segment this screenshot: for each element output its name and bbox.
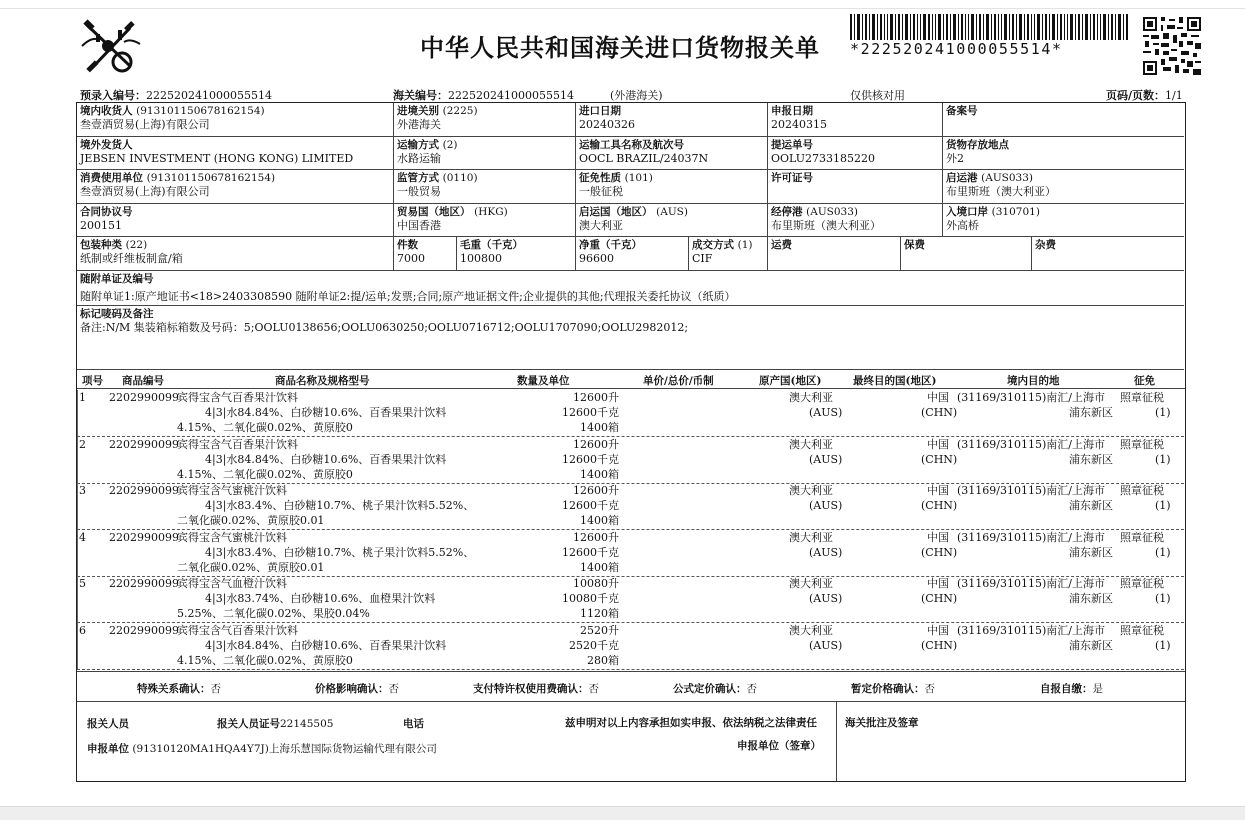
barcode-icon [850,14,1128,40]
storage-cell: 货物存放地点 外2 [943,137,1184,170]
confirm-divider [77,671,1185,672]
quantity-unit: 1400箱 [580,514,619,527]
confirm-formula-price: 公式定价确认：否 [673,683,757,695]
barcode-text: *222520241000055514* [850,40,1063,58]
col-quantity: 数量及单位 [517,375,570,387]
goods-name: 宾得宝含气百香果汁饮料 [177,391,298,404]
row-left-rule [77,483,78,529]
misc-fee-cell: 杂费 [1032,237,1184,271]
consignee-cell: 境内收货人 (91310115067816215​4) 叁壹酒贸易(上海)有限公司 [77,103,394,137]
domestic-dest: (31169/310115)南汇/上海市 [957,391,1105,404]
origin-country: 澳大利亚 [789,391,833,404]
goods-spec: 5.25%、二氧化碳0.02%、果胶0.04% [177,607,370,620]
quantity-unit: 12600千克 [562,452,619,466]
levy-code: (1) [1155,452,1171,466]
declarer-no: 报关人员证号22145505 [217,718,334,730]
confirm-self-declare: 自报自缴：是 [1040,683,1103,695]
signature-divider [77,701,1185,702]
levy-code: (1) [1155,545,1171,559]
origin-code: (AUS) [809,638,843,652]
row-left-rule [77,390,78,436]
domestic-dest: (31169/310115)南汇/上海市 [957,530,1105,544]
origin-code: (AUS) [809,545,843,559]
origin-code: (AUS) [809,592,843,605]
levy-code: (1) [1155,499,1171,512]
levy-mode: 照章征税 [1120,437,1164,451]
supervision-cell: 监管方式 (0110) 一般贸易 [394,170,576,204]
domestic-district: 浦东新区 [1069,499,1113,512]
domestic-district: 浦东新区 [1069,592,1113,605]
domestic-dest: (31169/310115)南汇/上海市 [957,484,1105,497]
quantity-unit: 1120箱 [580,607,619,620]
table-row [77,483,1184,530]
license-cell: 许可证号 [768,170,943,204]
final-dest-code: (CHN) [921,499,958,512]
goods-spec: 二氧化碳0.02%、黄原胶0.01 [177,514,325,527]
insurance-cell: 保费 [901,237,1032,271]
domestic-district: 浦东新区 [1069,638,1113,652]
item-no: 1 [79,391,86,404]
origin-code: (AUS) [809,499,843,512]
hs-code: 2202990099 [109,530,179,544]
col-item-no: 项号 [82,375,103,387]
confirm-provisional-price: 暂定价格确认：否 [851,683,935,695]
bill-no-cell: 提运单号 OOLU2733185220 [768,137,943,170]
net-weight-cell: 净重（千克） 96600 [576,237,689,271]
col-domestic-dest: 境内目的地 [1007,375,1060,387]
final-dest-code: (CHN) [921,406,958,419]
origin-country-cell: 启运国（地区） (AUS) 澳大利亚 [576,204,768,237]
col-final-dest: 最终目的国(地区) [853,375,937,387]
table-row [77,530,1184,577]
quantity-unit: 1400箱 [580,421,619,434]
levy-cell: 征免性质 (101) 一般征税 [576,170,768,204]
quantity-unit: 1400箱 [580,467,619,481]
freight-cell: 运费 [768,237,901,271]
confirm-price-impact: 价格影响确认：否 [315,683,399,695]
transit-port-cell: 经停港 (AUS033) 布里斯班（澳大利亚） [768,204,943,237]
declare-date-cell: 申报日期 20240315 [768,103,943,137]
quantity-unit: 10080千克 [562,592,619,605]
departure-port-cell: 启运港 (AUS033) 布里斯班（澳大利亚） [943,170,1184,204]
origin-code: (AUS) [809,406,843,419]
goods-name: 宾得宝含气百香果汁饮料 [177,623,298,637]
quantity-unit: 12600升 [573,391,619,404]
preentry-number: 预录入编号：222520241000055514 [80,89,272,102]
final-dest: 中国 [927,530,949,544]
entry-office-cell: 进境关别 (2225) 外港海关 [394,103,576,137]
item-no: 4 [79,530,86,544]
quantity-unit: 12600千克 [562,406,619,419]
row-left-rule [77,576,78,622]
final-dest: 中国 [927,437,949,451]
quantity-unit: 1400箱 [580,560,619,574]
quantity-unit: 12600千克 [562,545,619,559]
domestic-district: 浦东新区 [1069,452,1113,466]
final-dest: 中国 [927,623,949,637]
trade-country-cell: 贸易国（地区） (HKG) 中国香港 [394,204,576,237]
table-row [77,390,1184,437]
confirm-royalty: 支付特许权使用费确认：否 [473,683,599,695]
goods-name: 宾得宝含气蜜桃汁饮料 [177,484,287,497]
col-hs-code: 商品编号 [122,375,164,387]
contract-cell: 合同协议号 200151 [77,204,394,237]
import-date-cell: 进口日期 20240326 [576,103,768,137]
goods-name: 宾得宝含气血橙汁饮料 [177,577,287,590]
package-type-cell: 包装种类 (22) 纸制或纤维板制盒/箱 [77,237,394,271]
goods-spec: 4|3|水83.74%、白砂糖10.6%、血橙果汁饮料 [205,592,436,605]
form-title: 中华人民共和国海关进口货物报关单 [420,34,820,62]
hs-code: 2202990099 [109,577,179,590]
port-note: (外港海关) [610,89,663,102]
bottom-bar [0,806,1245,820]
declarer-label: 报关人员 [87,718,129,730]
table-row [77,437,1184,484]
declaration-form [76,102,1186,782]
quantity-unit: 12600升 [573,484,619,497]
quantity-unit: 2520千克 [569,638,619,652]
item-no: 3 [79,484,86,497]
phone-label: 电话 [403,718,424,730]
final-dest-code: (CHN) [921,452,958,466]
final-dest-code: (CHN) [921,592,958,605]
declaration-statement: 兹申明对以上内容承担如实申报、依法纳税之法律责任 [565,717,817,729]
final-dest: 中国 [927,484,949,497]
table-row [77,623,1184,670]
goods-spec: 4|3|水84.84%、白砂糖10.6%、百香果果汁饮料 [205,406,447,419]
item-no: 5 [79,577,86,590]
attached-docs-cell: 随附单证及编号 随附单证1:原产地证书<18>2403308590 随附单证2:提/运单;发票;合同;原产地证据文件;企业提供的其他;代理报关委托协议（纸质） [77,271,1184,306]
goods-spec: 4.15%、二氧化碳0.02%、黄原胶0 [177,653,353,667]
levy-code: (1) [1155,592,1171,605]
marks-cell: 标记唛码及备注 备注:N/M 集装箱标箱数及号码：5;OOLU0138656;OOLU0630250;OOLU0716712;OOLU1707090;OOLU2982012; [77,306,1184,370]
transport-mode-cell: 运输方式 (2) 水路运输 [394,137,576,170]
final-dest: 中国 [927,577,949,590]
domestic-district: 浦东新区 [1069,406,1113,419]
levy-code: (1) [1155,406,1171,419]
domestic-dest: (31169/310115)南汇/上海市 [957,623,1105,637]
row-left-rule [77,437,78,483]
quantity-unit: 280箱 [587,653,619,667]
unit-seal-label: 申报单位（签章） [737,740,821,752]
goods-header-divider [77,388,1185,389]
pieces-cell: 件数 7000 [394,237,457,271]
goods-spec: 二氧化碳0.02%、黄原胶0.01 [177,560,325,574]
quantity-unit: 12600升 [573,437,619,451]
quantity-unit: 12600千克 [562,499,619,512]
goods-spec: 4|3|水83.4%、白砂糖10.7%、桃子果汁饮料5.52%、 [205,545,475,559]
declaring-unit: 申报单位 (91310120MA1HQA4Y7J)上海乐慧国际货物运输代理有限公司 [87,743,437,755]
levy-mode: 照章征税 [1120,530,1164,544]
origin-code: (AUS) [809,452,843,466]
hs-code: 2202990099 [109,391,179,404]
origin-country: 澳大利亚 [789,484,833,497]
levy-mode: 照章征税 [1120,484,1164,497]
goods-name: 宾得宝含气蜜桃汁饮料 [177,530,287,544]
levy-mode: 照章征税 [1120,623,1164,637]
top-divider [0,8,1245,9]
col-origin: 原产国(地区) [759,375,822,387]
signature-vdivider [836,701,837,781]
domestic-dest: (31169/310115)南汇/上海市 [957,577,1105,590]
qr-code-icon [1143,17,1201,75]
domestic-dest: (31169/310115)南汇/上海市 [957,437,1105,451]
customs-sign-label: 海关批注及签章 [845,717,919,729]
goods-spec: 4|3|水84.84%、白砂糖10.6%、百香果果汁饮料 [205,638,447,652]
goods-spec: 4.15%、二氧化碳0.02%、黄原胶0 [177,421,353,434]
consignor-cell: 境外发货人 JEBSEN INVESTMENT (HONG KONG) LIMITED [77,137,394,170]
goods-spec: 4.15%、二氧化碳0.02%、黄原胶0 [177,467,353,481]
deal-mode-cell: 成交方式 (1) CIF [689,237,768,271]
final-dest-code: (CHN) [921,638,958,652]
levy-mode: 照章征税 [1120,391,1164,404]
final-dest: 中国 [927,391,949,404]
hs-code: 2202990099 [109,623,179,637]
goods-name: 宾得宝含气百香果汁饮料 [177,437,298,451]
levy-code: (1) [1155,638,1171,652]
hs-code: 2202990099 [109,484,179,497]
row-left-rule [77,623,78,669]
goods-spec: 4|3|水84.84%、白砂糖10.6%、百香果果汁饮料 [205,452,447,466]
page-number: 页码/页数：1/1 [1106,89,1183,102]
final-dest-code: (CHN) [921,545,958,559]
item-no: 2 [79,437,86,451]
gross-weight-cell: 毛重（千克） 100800 [457,237,576,271]
quantity-unit: 10080升 [573,577,619,590]
entry-port-cell: 入境口岸 (310701) 外高桥 [943,204,1184,237]
verify-note: 仅供核对用 [850,89,905,102]
table-row [77,576,1184,623]
origin-country: 澳大利亚 [789,623,833,637]
quantity-unit: 2520升 [580,623,619,637]
domestic-district: 浦东新区 [1069,545,1113,559]
col-levy: 征免 [1134,375,1155,387]
levy-mode: 照章征税 [1120,577,1164,590]
quantity-unit: 12600升 [573,530,619,544]
item-no: 6 [79,623,86,637]
row-left-rule [77,530,78,576]
goods-spec: 4|3|水83.4%、白砂糖10.7%、桃子果汁饮料5.52%、 [205,499,475,512]
origin-country: 澳大利亚 [789,437,833,451]
col-name-spec: 商品名称及规格型号 [275,375,370,387]
consumer-cell: 消费使用单位 (913101150678162154) 叁壹酒贸易(上海)有限公司 [77,170,394,204]
vessel-cell: 运输工具名称及航次号 OOCL BRAZIL/24037N [576,137,768,170]
confirm-special-relation: 特殊关系确认：否 [137,683,221,695]
customs-emblem-icon [78,16,144,78]
origin-country: 澳大利亚 [789,577,833,590]
record-no-cell: 备案号 [943,103,1184,137]
col-price: 单价/总价/币制 [643,375,714,387]
origin-country: 澳大利亚 [789,530,833,544]
hs-code: 2202990099 [109,437,179,451]
customs-number: 海关编号：222520241000055514 [393,89,574,102]
